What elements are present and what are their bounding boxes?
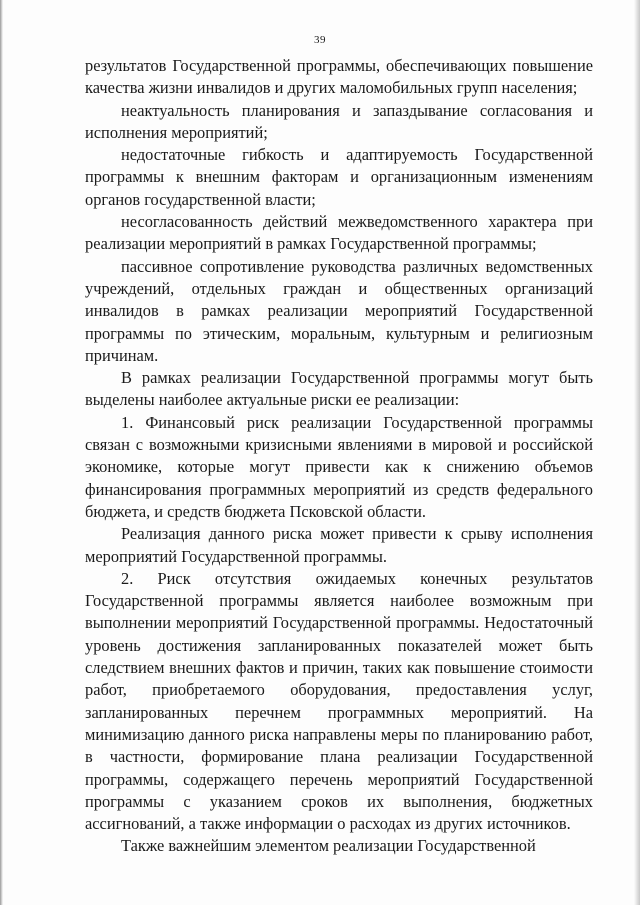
page-number: 39 [314,34,326,46]
paragraph-risk-flexibility: недостаточные гибкость и адаптируемость Государственной программы к внешним факторам и организационным изменениям органов государственной власти; [85,145,593,209]
paragraph-risk-coordination: несогласованность действий межведомственного характера при реализации мероприятий в рамках Государственной программы; [85,212,593,254]
scan-edge-left [0,0,3,905]
paragraph-risk-planning: неактуальность планирования и запаздывание согласования и исполнения мероприятий; [85,100,593,142]
paragraph-continuation: результатов Государственной программы, обеспечивающих повышение качества жизни инвалидов и других маломобильных групп населения; [85,56,593,98]
scan-edge-right [634,0,640,905]
paragraph-results-risk: 2. Риск отсутствия ожидаемых конечных результатов Государственной программы является наиболее возможным при выполнении мероприятий Государственной программы. Недостаточный уровень достижения запланированных показателей может быть следствием внешних фактов и причин, таких как повышение стоимости работ, приобретаемого оборудования, предоставления услуг, запланированных перечнем программных мероприятий. На минимизацию данного риска направлены меры по планированию работ, в частности, формирование плана реализации Государственной программы, содержащего перечень мероприятий Государственной программы с указанием сроков их выполнения, бюджетных ассигнований, а также информации о расходах из других источников. [85,568,593,834]
document-body [85,55,593,858]
paragraph-financial-risk: 1. Финансовый риск реализации Государственной программы связан с возможными кризисными явлениями в мировой и российской экономике, которые могут привести как к снижению объемов финансирования программных мероприятий из средств федерального бюджета, и средств бюджета Псковской области. [85,412,593,521]
paragraph-financial-risk-consequence: Реализация данного риска может привести к срыву исполнения мероприятий Государственной программы. [85,524,593,566]
paragraph-risks-intro: В рамках реализации Государственной программы могут быть выделены наиболее актуальные риски ее реализации: [85,368,593,410]
paragraph-final: Также важнейшим элементом реализации Государственной [121,836,536,856]
paragraph-risk-resistance: пассивное сопротивление руководства различных ведомственных учреждений, отдельных граждан и общественных организаций инвалидов в рамках реализации мероприятий Государственной программы по этическим, моральным, культурным и религиозным причинам. [85,256,593,365]
